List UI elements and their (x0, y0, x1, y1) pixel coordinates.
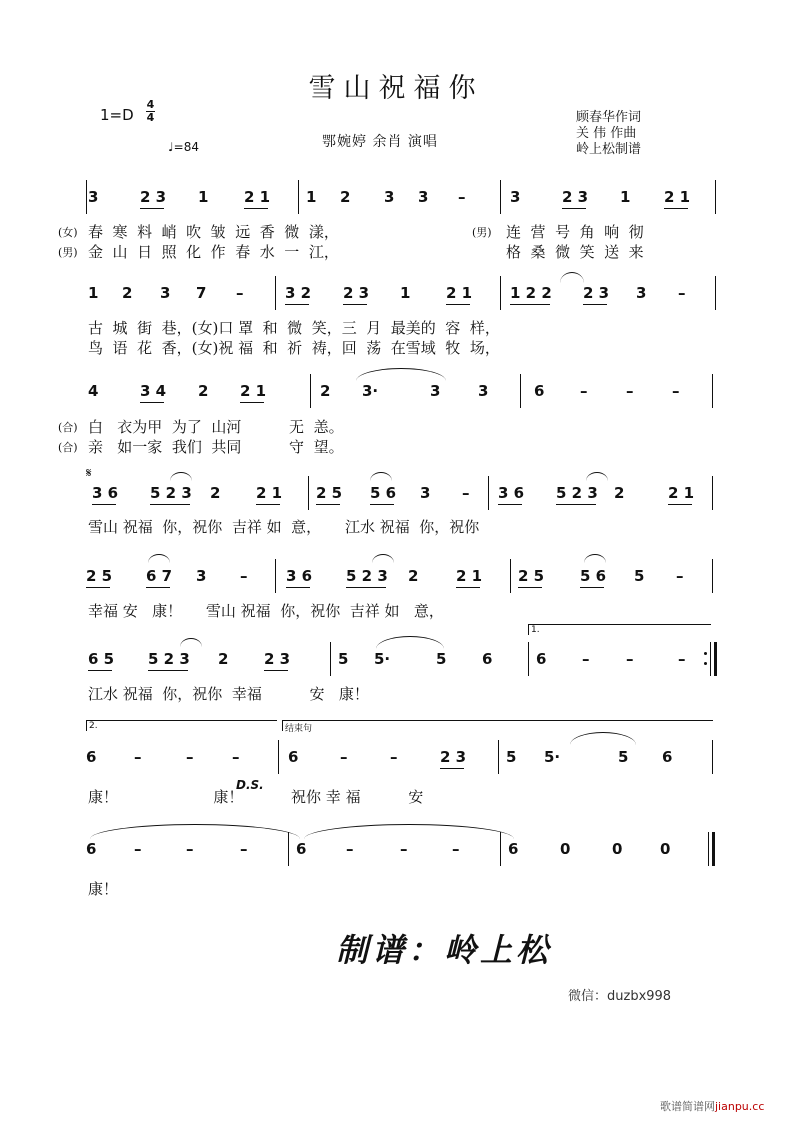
note: 0 (560, 840, 571, 858)
lyric-line: 白 衣为甲 为了 山河 无 恙。 (88, 418, 344, 436)
note: 7 (196, 284, 207, 302)
bar-line (710, 642, 711, 676)
second-ending: 2. (86, 720, 277, 731)
repeat-dot (704, 652, 707, 655)
note: 5 (634, 567, 645, 585)
eighth-underline (446, 304, 470, 305)
eighth-underline (244, 208, 268, 209)
eighth-underline (140, 402, 164, 403)
eighth-underline (583, 304, 607, 305)
lyric-line: 格 桑 微 笑 送 来 (506, 243, 644, 261)
tie-arc (180, 638, 202, 647)
lyric-line: 金 山 日 照 化 作 春 水 一 江， (88, 243, 339, 261)
eighth-underline (518, 587, 542, 588)
note: 2 3 (562, 188, 589, 206)
note: 2 1 (240, 382, 267, 400)
bar-line (715, 276, 716, 310)
wechat-id: 微信：duzbx998 (568, 989, 672, 1004)
note: 2 3 (583, 284, 610, 302)
bar-line (330, 642, 331, 676)
eighth-underline (456, 587, 480, 588)
note: 1 (88, 284, 99, 302)
note: 2 (122, 284, 133, 302)
eighth-underline (285, 304, 309, 305)
lyric-line: 古 城 街 巷，(女)口 罩 和 微 笑，三 月 最美的 容 样， (88, 319, 500, 337)
note: 2 (320, 382, 331, 400)
note: 3 (420, 484, 431, 502)
tie-arc (372, 554, 394, 563)
bar-line (712, 374, 713, 408)
tie-arc (170, 472, 192, 481)
eighth-underline (580, 587, 604, 588)
note: 6 (86, 748, 97, 766)
note: 3 (384, 188, 395, 206)
note: 2 (340, 188, 351, 206)
note: 1 (198, 188, 209, 206)
tie-arc (304, 824, 514, 839)
note: 3 (196, 567, 207, 585)
eighth-underline (264, 670, 288, 671)
singer-label: (合) (58, 421, 78, 434)
bar-line (510, 559, 511, 593)
note: – (186, 840, 194, 858)
note: 3 (478, 382, 489, 400)
note: 0 (660, 840, 671, 858)
note: 6 (536, 650, 547, 668)
site-watermark (660, 1098, 764, 1114)
ending-phrase-bracket: 结束句 (282, 720, 713, 731)
note: 5 (436, 650, 447, 668)
lyric-line: 康！ (88, 880, 119, 898)
note: – (134, 840, 142, 858)
final-bar-line (712, 832, 715, 866)
note: – (462, 484, 470, 502)
lyric-line: 鸟 语 花 香，(女)祝 福 和 祈 祷，回 荡 在雪域 牧 场， (88, 339, 500, 357)
lyric-line: 春 寒 料 峭 吹 皱 远 香 微 漾， (88, 223, 339, 241)
singer-label: (男) (58, 246, 78, 259)
note: 5 (506, 748, 517, 766)
credits (576, 110, 641, 158)
first-ending: 1. (528, 624, 711, 635)
eighth-underline (148, 670, 188, 671)
note: 6 (482, 650, 493, 668)
tie-arc (370, 472, 392, 481)
note: 4 (88, 382, 99, 400)
note: 3 (636, 284, 647, 302)
tie-arc (90, 824, 300, 839)
bar-line (275, 276, 276, 310)
note: 1 (306, 188, 317, 206)
bar-line (275, 559, 276, 593)
note: 2 3 (140, 188, 167, 206)
note: 2 (210, 484, 221, 502)
note: 2 1 (664, 188, 691, 206)
lyric-line: 江水 祝福 你，祝你 幸福 安 康！ (88, 685, 369, 703)
note: – (240, 840, 248, 858)
note: 2 3 (343, 284, 370, 302)
lyric-line: 幸福 安 康！ 雪山 祝福 你，祝你 吉祥 如 意， (88, 602, 444, 620)
bar-line (712, 559, 713, 593)
watermark-domain: jianpu.cc (715, 1100, 765, 1113)
tie-arc (570, 732, 636, 745)
bar-line (488, 476, 489, 510)
eighth-underline (286, 587, 310, 588)
note: 3· (362, 382, 379, 400)
note: – (240, 567, 248, 585)
note: – (678, 284, 686, 302)
singer-label: (女) (58, 226, 78, 239)
eighth-underline (346, 587, 386, 588)
tie-arc (148, 554, 170, 563)
bar-line (308, 476, 309, 510)
note: 2 1 (256, 484, 283, 502)
eighth-underline (668, 504, 692, 505)
note: 3 (510, 188, 521, 206)
note: 6 7 (146, 567, 173, 585)
note: 0 (612, 840, 623, 858)
note: 5· (544, 748, 561, 766)
note: 1 2 2 (510, 284, 552, 302)
tie-arc (586, 472, 608, 481)
note: 5· (374, 650, 391, 668)
note: 2 (218, 650, 229, 668)
repeat-dot (704, 662, 707, 665)
note: – (186, 748, 194, 766)
note: 3 (88, 188, 99, 206)
note: – (340, 748, 348, 766)
note: 5 2 3 (150, 484, 192, 502)
note: – (458, 188, 466, 206)
bar-line (712, 476, 713, 510)
note: 1 (400, 284, 411, 302)
note: 2 5 (316, 484, 343, 502)
eighth-underline (343, 304, 367, 305)
eighth-underline (146, 587, 170, 588)
note: – (232, 748, 240, 766)
note: – (678, 650, 686, 668)
bar-line (715, 180, 716, 214)
note: 3 6 (286, 567, 313, 585)
bar-line (498, 740, 499, 774)
bar-line (520, 374, 521, 408)
composer-credit: 关 伟 作曲 (576, 126, 637, 141)
note: 5 2 3 (148, 650, 190, 668)
eighth-underline (562, 208, 586, 209)
eighth-underline (240, 402, 264, 403)
eighth-underline (256, 504, 280, 505)
note: 6 (508, 840, 519, 858)
eighth-underline (88, 670, 112, 671)
eighth-underline (150, 504, 190, 505)
note: – (452, 840, 460, 858)
note: 2 5 (518, 567, 545, 585)
bar-line (500, 180, 501, 214)
note: 5 2 3 (346, 567, 388, 585)
note: 3 (160, 284, 171, 302)
eighth-underline (92, 504, 116, 505)
eighth-underline (510, 304, 550, 305)
eighth-underline (86, 587, 110, 588)
song-title: 雪山祝福你 (308, 73, 484, 104)
note: 6 (662, 748, 673, 766)
tie-arc (584, 554, 606, 563)
note: 2 (614, 484, 625, 502)
time-signature (146, 99, 155, 124)
note: 3 6 (498, 484, 525, 502)
lyric-line: 康！ 康！ 祝你 幸 福 安 (88, 788, 424, 806)
note: 2 (198, 382, 209, 400)
bar-line (278, 740, 279, 774)
note: – (672, 382, 680, 400)
note: – (580, 382, 588, 400)
eighth-underline (316, 504, 340, 505)
tie-arc (560, 272, 584, 283)
transcriber-credit: 岭上松制谱 (576, 142, 642, 157)
bar-line (86, 180, 87, 214)
note: 3 2 (285, 284, 312, 302)
note: 6 (86, 840, 97, 858)
singer-label: (男) (472, 226, 492, 239)
eighth-underline (440, 768, 464, 769)
note: 2 (408, 567, 419, 585)
note: 1 (620, 188, 631, 206)
note: – (626, 382, 634, 400)
tie-arc (376, 636, 444, 649)
note: 3 4 (140, 382, 167, 400)
eighth-underline (556, 504, 596, 505)
note: 2 3 (264, 650, 291, 668)
lyric-line: 亲 如一家 我们 共同 守 望。 (88, 438, 344, 456)
lyricist-credit: 顾春华作词 (576, 110, 642, 125)
note: 5 6 (370, 484, 397, 502)
note: 2 1 (244, 188, 271, 206)
lyric-line: 连 营 号 角 响 彻 (506, 223, 644, 241)
bar-line (500, 276, 501, 310)
note: – (676, 567, 684, 585)
lyric-line: 雪山 祝福 你，祝你 吉祥 如 意， 江水 祝福 你，祝你 (88, 518, 480, 536)
note: 6 (534, 382, 545, 400)
note: 5 (338, 650, 349, 668)
note: 6 (288, 748, 299, 766)
performers: 鄂婉婷 余肖 演唱 (322, 134, 438, 150)
note: 2 3 (440, 748, 467, 766)
bar-line (298, 180, 299, 214)
dal-segno-mark: D.S. (236, 778, 264, 792)
eighth-underline (370, 504, 394, 505)
watermark-name: 歌谱简谱网 (660, 1100, 715, 1113)
eighth-underline (664, 208, 688, 209)
note: 5 6 (580, 567, 607, 585)
note: – (346, 840, 354, 858)
note: 3 (430, 382, 441, 400)
time-signature-bottom: 4 (146, 111, 155, 124)
bar-line (708, 832, 709, 866)
repeat-bar-line (714, 642, 717, 676)
note: 5 2 3 (556, 484, 598, 502)
note: 3 6 (92, 484, 119, 502)
note: 2 1 (446, 284, 473, 302)
singer-label: (合) (58, 441, 78, 454)
segno-sign: 𝄋 (86, 466, 92, 481)
note: – (400, 840, 408, 858)
bar-line (528, 642, 529, 676)
bar-line (712, 740, 713, 774)
bar-line (310, 374, 311, 408)
note: – (390, 748, 398, 766)
note: – (582, 650, 590, 668)
tempo-marking: ♩=84 (168, 140, 199, 154)
note: 2 5 (86, 567, 113, 585)
time-signature-top: 4 (146, 98, 155, 111)
tie-arc (356, 368, 446, 381)
note: 5 (618, 748, 629, 766)
note: – (626, 650, 634, 668)
eighth-underline (498, 504, 522, 505)
note: 3 (418, 188, 429, 206)
note: 6 (296, 840, 307, 858)
transcriber-signature: 制谱：岭上松 (336, 931, 553, 969)
note: – (134, 748, 142, 766)
note: 2 1 (668, 484, 695, 502)
note: – (236, 284, 244, 302)
eighth-underline (140, 208, 164, 209)
note: 6 5 (88, 650, 115, 668)
key-signature: 1=D (100, 106, 134, 124)
note: 2 1 (456, 567, 483, 585)
